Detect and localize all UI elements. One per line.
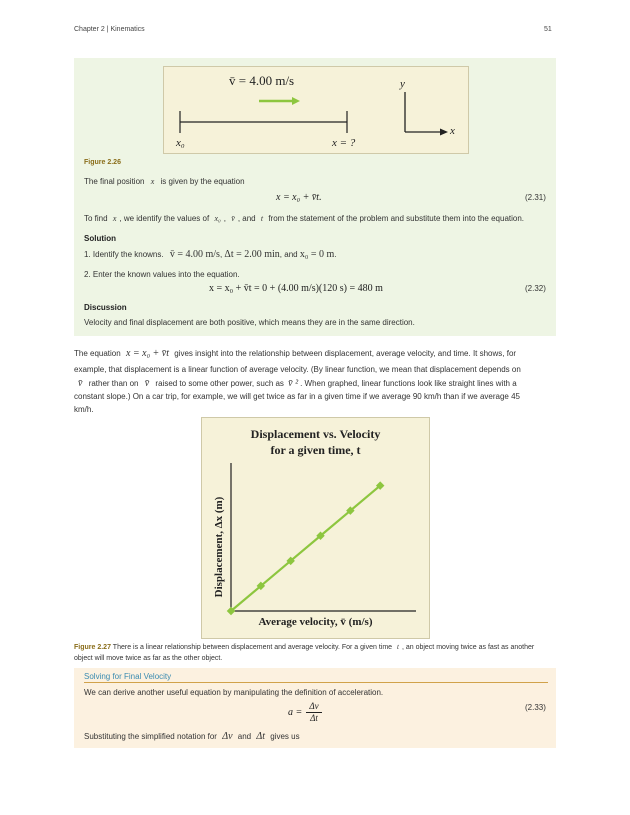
sentence-text: To find	[84, 214, 108, 223]
equation-2-33-numerator: Δv	[309, 701, 319, 711]
var-x: x	[150, 177, 155, 186]
sentence-text: ,	[223, 214, 227, 223]
step-2: 2. Enter the known values into the equation.	[84, 270, 240, 279]
equation-2-32: x = x₀ + v̄t = 0 + (4.00 m/s)(120 s) = 480 m	[209, 283, 383, 294]
equation-2-33-lhs: a =	[288, 707, 303, 718]
sentence-text: and	[237, 732, 252, 741]
sentence-text: The final position	[84, 177, 145, 186]
chart-y-label: Displacement, Δx (m)	[213, 496, 225, 598]
velocity-arrowhead	[292, 97, 300, 105]
solution-heading: Solution	[84, 234, 116, 243]
figure-2-27-caption-line-2: object will move twice as far as the other object.	[74, 655, 223, 662]
var-vbar: v̄	[231, 214, 235, 223]
figure-2-26-diagram	[164, 67, 468, 153]
series-line	[231, 486, 380, 611]
paragraph-text: gives insight into the relationship between displacement, average velocity, and time. It shows, for	[174, 349, 517, 358]
start-position-label: x₀	[176, 137, 185, 149]
known-initial-position: x₀ = 0 m	[299, 249, 335, 260]
paragraph-text: raised to some other power, such as	[155, 379, 284, 388]
chart-x-label: Average velocity, v̄ (m/s)	[258, 616, 373, 628]
sentence-text: , and	[237, 214, 256, 223]
y-axis-label: y	[400, 78, 405, 90]
var-x: x	[112, 214, 117, 223]
sentence-text: is given by the equation	[160, 177, 245, 186]
step-1: 1. Identify the knowns. v̄ = 4.00 m/s, Δt = 2.00 min, and x₀ = 0 m.	[84, 249, 337, 260]
chart-subtitle: for a given time, t	[270, 443, 361, 457]
var-x0: x₀	[214, 214, 221, 223]
equation-2-33-number: (2.33)	[525, 703, 546, 712]
equation-2-31: x = x₀ + v̄t.	[276, 192, 322, 203]
sentence-text: Substituting the simplified notation for	[84, 732, 217, 741]
paragraph-line-2: example, that displacement is a linear function of average velocity. (By linear function, we mean that displacement depends on	[74, 365, 521, 374]
step-1-text: 1. Identify the knowns.	[84, 250, 164, 259]
velocity-label: v̄ = 4.00 m/s	[229, 73, 295, 88]
sentence-text: , we identify the values of	[119, 214, 210, 223]
var-t: t	[397, 643, 399, 651]
vbar-squared: v̄ ²	[288, 378, 299, 389]
caption-text: There is a linear relationship between displacement and average velocity. For a given time	[112, 644, 393, 651]
figure-2-27-label: Figure 2.27	[74, 644, 111, 651]
figure-2-26-caption: Figure 2.26	[84, 159, 121, 166]
final-position-sentence	[84, 175, 245, 189]
sentence-text: gives us	[270, 732, 300, 741]
paragraph-line-5: km/h.	[74, 405, 94, 414]
final-velocity-title: Solving for Final Velocity	[84, 672, 172, 681]
paragraph-text: . When graphed, linear functions look like straight lines with a	[300, 379, 517, 388]
var-vbar: v̄	[144, 378, 150, 389]
x-axis-arrowhead	[440, 129, 448, 136]
known-velocity: v̄ = 4.00 m/s	[169, 249, 220, 260]
var-t: t	[260, 214, 264, 223]
to-find-sentence	[84, 212, 524, 226]
inline-equation: x = x₀ + v̄t	[125, 348, 170, 359]
displacement-velocity-chart	[201, 417, 430, 639]
figure-2-27-caption	[74, 642, 534, 653]
chart-plot-area	[202, 418, 429, 638]
title-rule	[84, 682, 548, 683]
page-number: 51	[544, 26, 552, 33]
paragraph-text: The equation	[74, 349, 121, 358]
var-delta-t: Δt	[256, 731, 265, 742]
equation-2-31-number: (2.31)	[525, 193, 546, 202]
known-time: Δt = 2.00 min	[224, 249, 280, 260]
discussion-text: Velocity and final displacement are both positive, which means they are in the same direction.	[84, 318, 415, 327]
var-delta-v: Δv	[222, 731, 233, 742]
paragraph-line-4: constant slope.) On a car trip, for example, we will get twice as far in a given time if we average 90 km/h than if we average 45	[74, 392, 520, 401]
equation-2-33-denominator: Δt	[310, 713, 318, 723]
var-vbar: v̄	[78, 378, 83, 389]
figure-2-26	[163, 66, 469, 154]
chapter-header: Chapter 2 | Kinematics	[74, 26, 145, 33]
chart-series	[227, 481, 385, 615]
substituting-sentence	[84, 730, 300, 744]
end-position-label: x = ?	[332, 137, 356, 149]
x-axis-label: x	[450, 125, 455, 137]
step-1-and: , and	[279, 250, 298, 259]
final-velocity-text: We can derive another useful equation by manipulating the definition of acceleration.	[84, 688, 384, 697]
paragraph-text: rather than on	[88, 379, 139, 388]
chart-title: Displacement vs. Velocity	[250, 427, 381, 441]
equation-2-32-number: (2.32)	[525, 284, 546, 293]
discussion-heading: Discussion	[84, 303, 127, 312]
paragraph-line-1	[74, 347, 516, 361]
sentence-text: from the statement of the problem and substitute them into the equation.	[268, 214, 525, 223]
paragraph-line-3	[74, 377, 517, 391]
caption-text: , an object moving twice as fast as another	[401, 644, 535, 651]
